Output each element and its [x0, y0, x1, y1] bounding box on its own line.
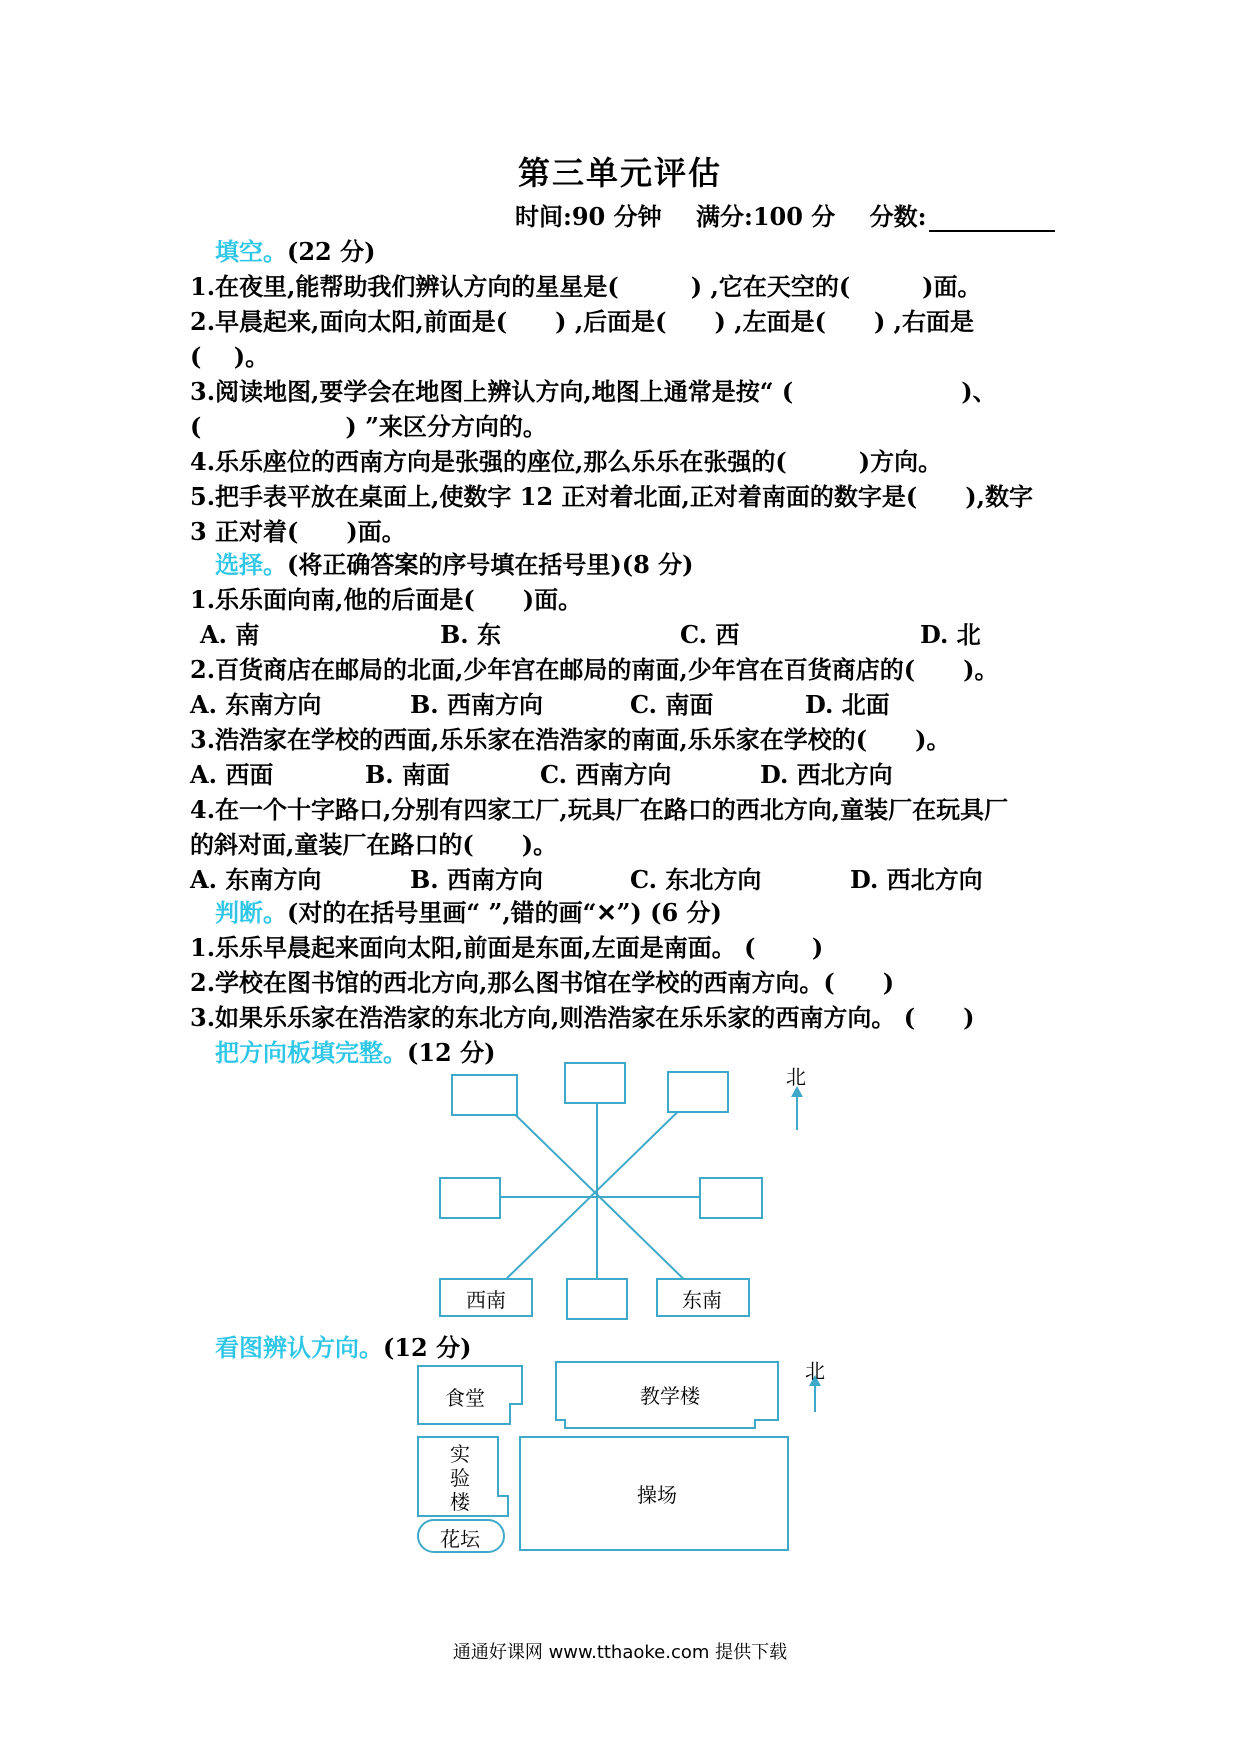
choice-q1-b: B. 东 [440, 620, 501, 649]
section-judge-points: (对的在括号里画“ ”,错的画“✕”) (6 分) [287, 898, 722, 927]
choice-q4-b: B. 西南方向 [410, 865, 543, 894]
score-label: 分数: [869, 202, 927, 231]
fill-line-3b: ( ) ”来区分方向的。 [190, 412, 547, 441]
choice-q3-d: D. 西北方向 [760, 760, 893, 789]
choice-q3-a: A. 西面 [190, 760, 274, 789]
choice-q1-c: C. 西 [680, 620, 740, 649]
board-southwest-label: 西南 [466, 1288, 506, 1312]
choice-q4-a: A. 东南方向 [190, 865, 322, 894]
section-board-points: (12 分) [407, 1038, 496, 1067]
full-score: 满分:100 分 [695, 202, 836, 231]
section-judge-heading: 判断。 [215, 898, 287, 927]
board-box-nw [452, 1075, 517, 1115]
section-map [215, 1328, 471, 1363]
fill-line-2b: ( )。 [190, 342, 270, 371]
choice-q2-d: D. 北面 [805, 690, 890, 719]
section-map-heading: 看图辨认方向。 [215, 1333, 383, 1362]
board-box-n [565, 1063, 625, 1103]
time-limit: 时间:90 分钟 [515, 202, 662, 231]
choice-q2: 2.百货商店在邮局的北面,少年宫在邮局的南面,少年宫在百货商店的( )。 [190, 655, 999, 684]
choice-q1-a: A. 南 [200, 620, 260, 649]
section-board-heading: 把方向板填完整。 [215, 1038, 407, 1067]
choice-q4b: 的斜对面,童装厂在路口的( )。 [190, 830, 558, 859]
map-lab-label [450, 1442, 470, 1514]
section-choice-points: (将正确答案的序号填在括号里)(8 分) [287, 550, 694, 579]
footer-source: 通通好课网 www.tthaoke.com 提供下载 [452, 1642, 788, 1663]
section-map-points: (12 分) [383, 1333, 472, 1362]
map-playground-label: 操场 [637, 1483, 677, 1507]
page-title: 第三单元评估 [517, 154, 722, 192]
fill-line-5b: 3 正对着( )面。 [190, 517, 406, 546]
board-box-e [700, 1178, 762, 1218]
map-lab-char-1: 实 [450, 1442, 470, 1466]
section-fill-heading: 填空。 [215, 237, 287, 266]
board-box-s [567, 1279, 627, 1319]
fill-line-5: 5.把手表平放在桌面上,使数字 12 正对着北面,正对着南面的数字是( ),数字 [190, 482, 1033, 511]
choice-q2-b: B. 西南方向 [410, 690, 543, 719]
fill-line-3: 3.阅读地图,要学会在地图上辨认方向,地图上通常是按“ ( )、 [190, 377, 997, 406]
section-choice-heading: 选择。 [215, 550, 287, 579]
section-fill-points: (22 分) [287, 237, 376, 266]
choice-q4: 4.在一个十字路口,分别有四家工厂,玩具厂在路口的西北方向,童装厂在玩具厂 [190, 795, 1009, 824]
board-north-label: 北 [786, 1065, 806, 1089]
board-box-ne [668, 1072, 728, 1112]
board-box-w [440, 1178, 500, 1218]
map-canteen-label: 食堂 [445, 1386, 485, 1410]
judge-line-3: 3.如果乐乐家在浩浩家的东北方向,则浩浩家在乐乐家的西南方向。 ( ) [190, 1003, 975, 1032]
map-lab-char-3: 楼 [450, 1490, 470, 1514]
fill-line-2: 2.早晨起来,面向太阳,前面是( ) ,后面是( ) ,左面是( ) ,右面是 [190, 307, 975, 336]
choice-q3-b: B. 南面 [365, 760, 450, 789]
map-teaching-label: 教学楼 [640, 1384, 700, 1408]
map-north-label: 北 [805, 1359, 825, 1383]
choice-q2-c: C. 南面 [630, 690, 714, 719]
board-southeast-label: 东南 [682, 1288, 722, 1312]
map-lab-char-2: 验 [450, 1466, 470, 1490]
choice-q1-d: D. 北 [920, 620, 981, 649]
map-flower-label: 花坛 [440, 1527, 480, 1551]
fill-line-4: 4.乐乐座位的西南方向是张强的座位,那么乐乐在张强的( )方向。 [190, 447, 943, 476]
fill-line-1: 1.在夜里,能帮助我们辨认方向的星星是( ) ,它在天空的( )面。 [190, 272, 982, 301]
choice-q2-a: A. 东南方向 [190, 690, 322, 719]
judge-line-1: 1.乐乐早晨起来面向太阳,前面是东面,左面是南面。 ( ) [190, 933, 824, 962]
choice-q3: 3.浩浩家在学校的西面,乐乐家在浩浩家的南面,乐乐家在学校的( )。 [190, 725, 951, 754]
choice-q3-c: C. 西南方向 [540, 760, 672, 789]
choice-q4-c: C. 东北方向 [630, 865, 762, 894]
judge-line-2: 2.学校在图书馆的西北方向,那么图书馆在学校的西南方向。( ) [190, 968, 895, 997]
choice-q4-d: D. 西北方向 [850, 865, 983, 894]
choice-q1: 1.乐乐面向南,他的后面是( )面。 [190, 585, 583, 614]
